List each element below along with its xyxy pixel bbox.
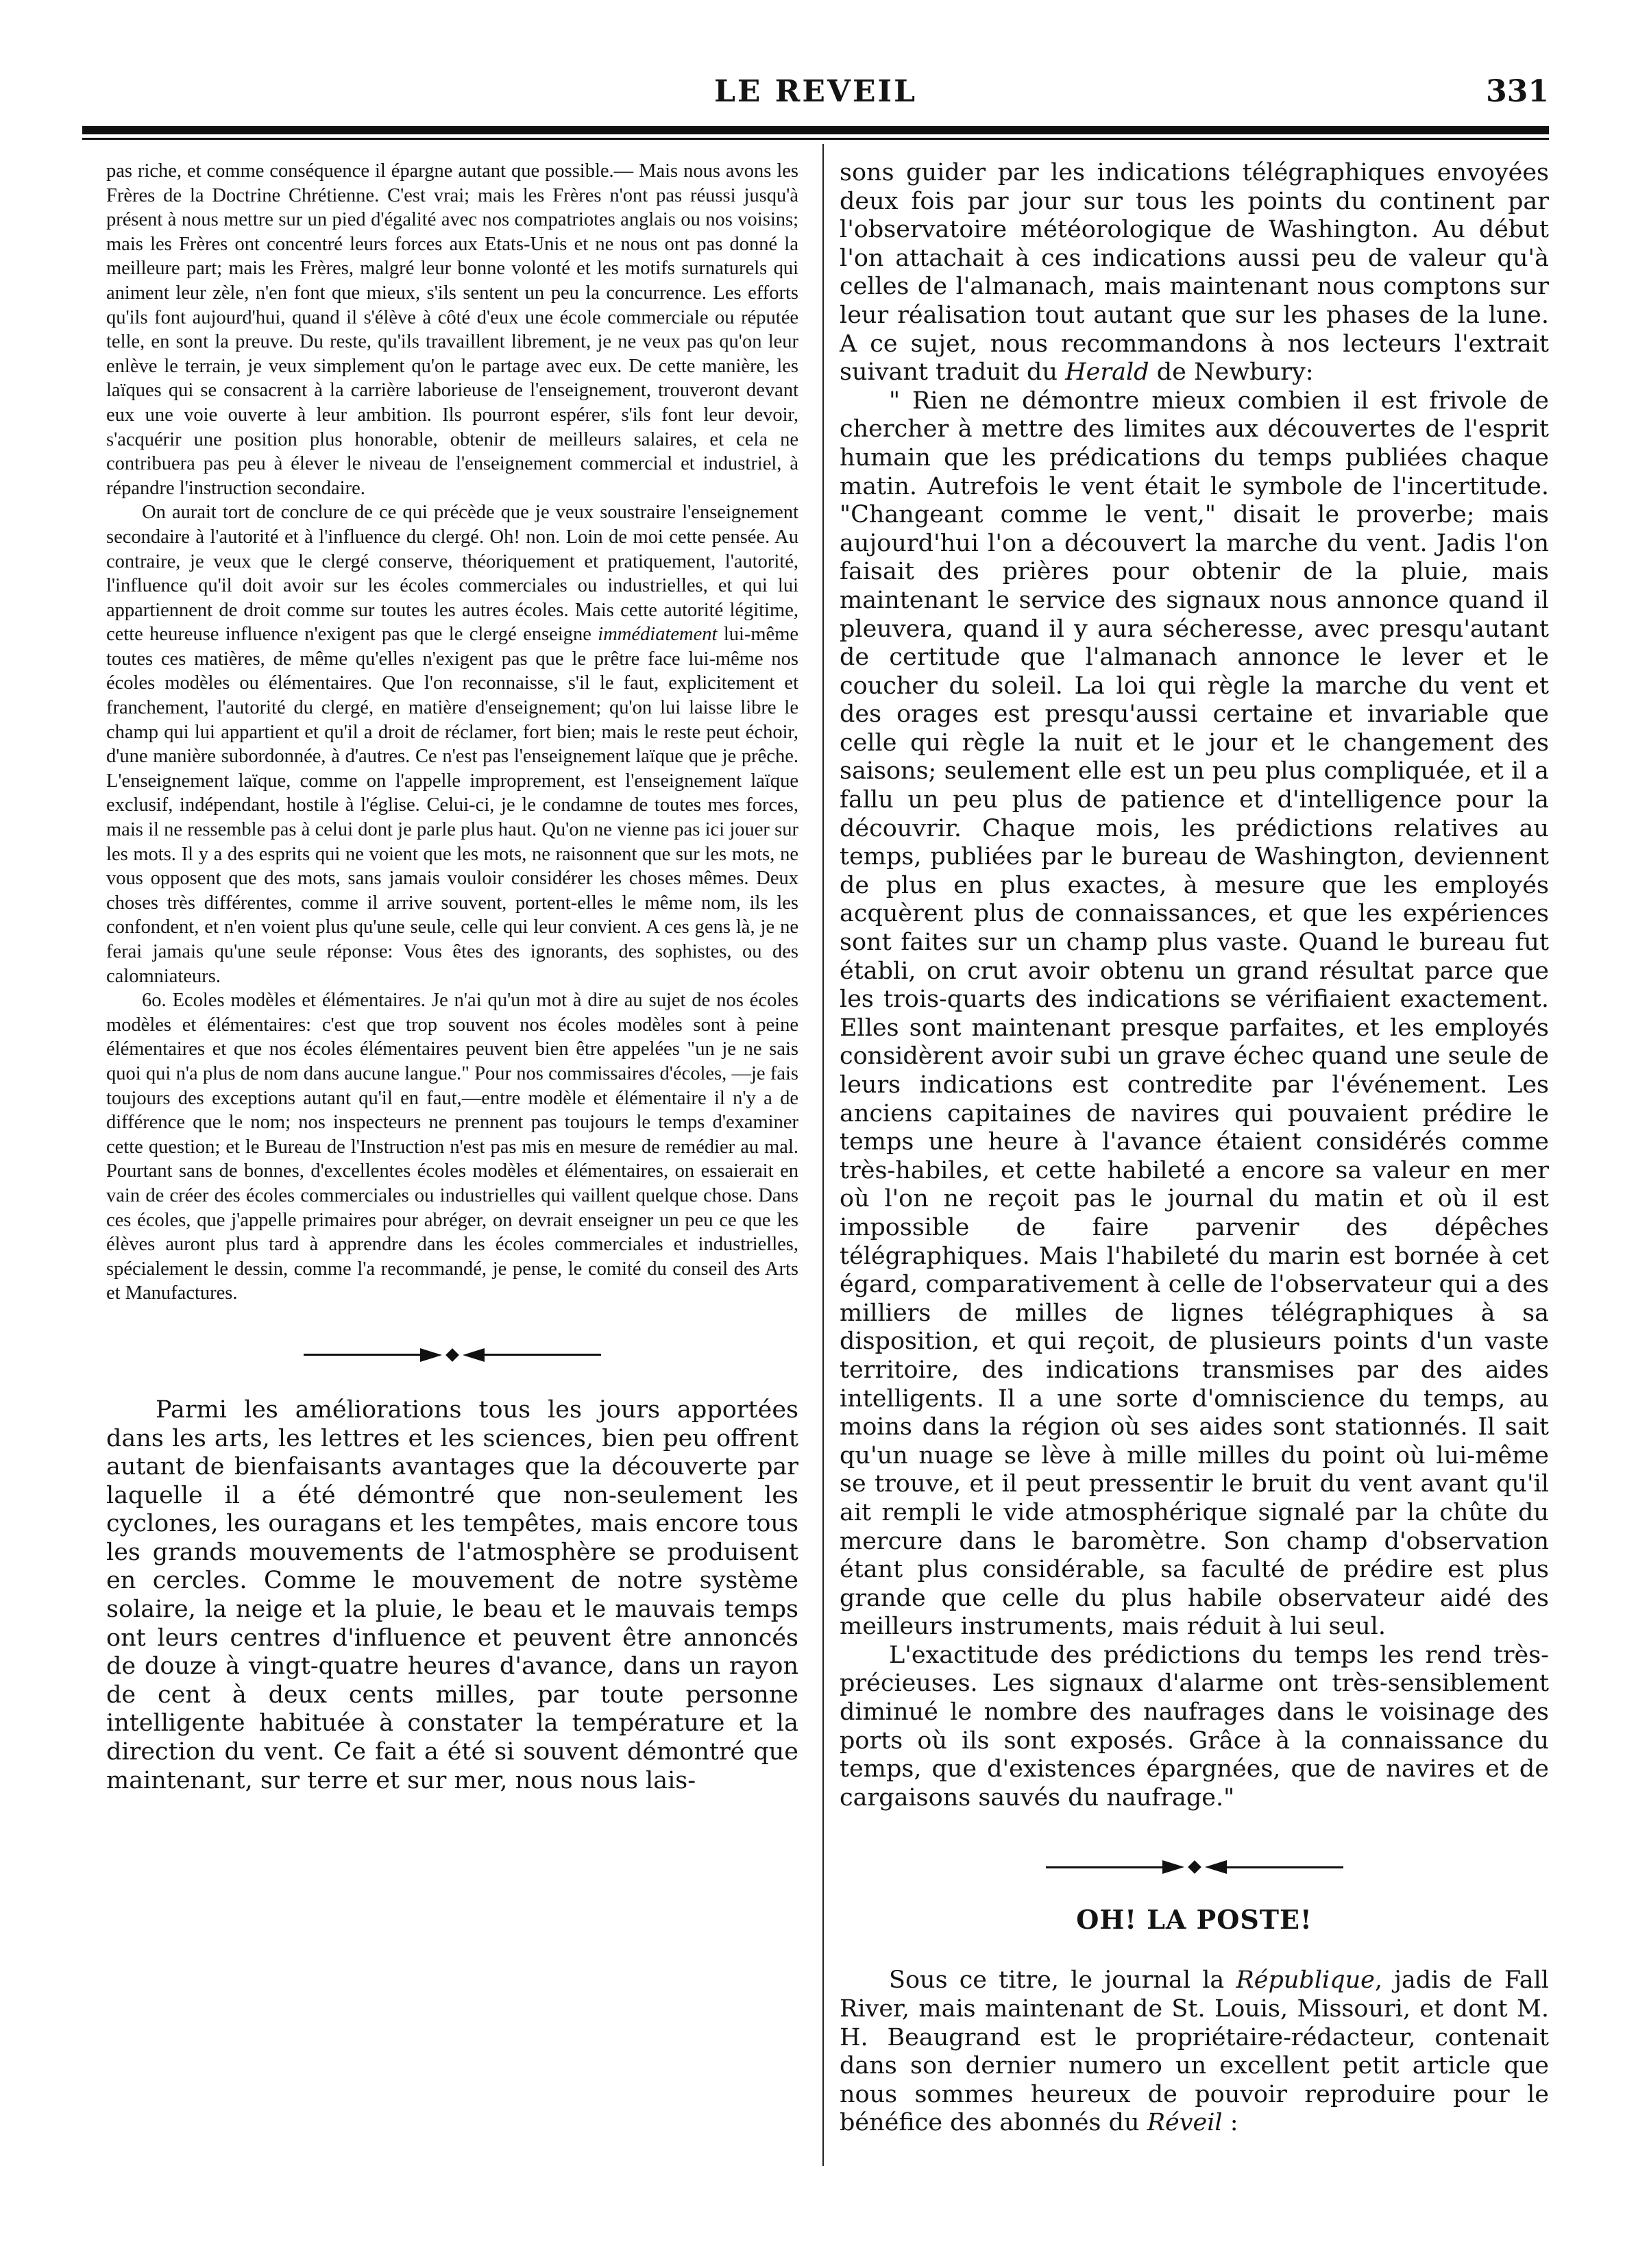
article-weather: [840, 159, 1549, 1812]
header-rule-thin: [82, 138, 1549, 140]
left-column: [106, 159, 798, 1795]
italic-word: Herald: [1065, 358, 1149, 387]
ornament-arrow: [1162, 1860, 1184, 1874]
ornament-diamond: [445, 1348, 459, 1362]
text-span: lui-même toutes ces matières, de même qu'elles n'exigent pas que le prêtre face lui-même nos écoles modèles ou élémentaires. Que l'on reconnaisse, s'il le faut, explicitement et franchement, l'autorité du clergé, en matière d'enseignement; qu'on lui laisse libre le champ qui lui appartient et qu'il a droit de réclamer, fort bien; mais le reste peut échoir, d'une manière subordonnée, à d'autres. Ce n'est pas l'enseignement laïque que je prêche. L'enseignement laïque, comme on l'appelle improprement, est l'enseignement laïque exclusif, indépendant, hostile à l'église. Celui-ci, je le condamne de toutes mes forces, mais il ne ressemble pas à celui dont je parle plus haut. Qu'on ne vienne pas ici jouer sur les mots. Il y a des esprits qui ne voient que les mots, ne raisonnent que sur les mots, ne vous opposent que des mots, sans jamais vouloir considérer les choses mêmes. Deux choses très différentes, comme il arrive souvent, portent-elles le même nom, ils les confondent, et n'en voient plus qu'une seule, celle qui leur convient. A ces gens là, je ne ferai jamais qu'une seule réponse: Vous êtes des ignorants, des sophistes, ou des calomniateurs.: [106, 624, 799, 987]
text-span: , jadis de Fall River, mais maintenant de St. Louis, Missouri, et dont M. H. Beaugrand est le propriétaire-rédacteur, contenait dans son dernier numero un excellent petit article que nous sommes heureux de pouvoir reproduire pour le bénéfice des abonnés du: [840, 1966, 1549, 2137]
paragraph-republique: [840, 1966, 1549, 2138]
page-number: 331: [1486, 74, 1549, 109]
text-span: Sous ce titre, le journal la: [889, 1966, 1225, 1995]
ornament-line: [1227, 1866, 1343, 1868]
ornament-divider: [840, 1853, 1549, 1881]
paragraph-clerge: [106, 500, 798, 988]
right-column: [840, 159, 1549, 2138]
page-header: [82, 74, 1549, 115]
small-print-block: [106, 159, 798, 1306]
newspaper-title: LE REVEIL: [713, 74, 918, 109]
text-span: sons guider par les indications télégraphiques envoyées deux fois par jour sur tous les points du continent par l'observatoire météorologique de Washington. Au début l'on attachait à ces indications aussi peu de valeur qu'à celles de l'almanach, mais maintenant nous comptons sur leur réalisation tout autant que sur les phases de la lune. A ce sujet, nous recommandons à nos lecteurs l'extrait suivant traduit du: [840, 159, 1549, 387]
paragraph-freres: pas riche, et comme conséquence il épargne autant que possible.— Mais nous avons les Frères de la Doctrine Chrétienne. C'est vrai; mais les Frères n'ont pas réussi jusqu'à présent à nous mettre sur un pied d'égalité avec nos compatriotes anglais ou nos voisins; mais les Frères ont concentré leurs forces aux Etats-Unis et ne nous ont pas donné la meilleure part; mais les Frères, malgré leur bonne volonté et les motifs surnaturels qui animent leur zèle, n'en font que mieux, s'ils sentent un peu la concurrence. Les efforts qu'ils font aujourd'hui, quand il s'élève à côté d'eux une école commerciale ou réputée telle, en sont la preuve. Du reste, qu'ils travaillent librement, je ne veux pas qu'on leur enlève le terrain, je veux simplement qu'on le partage avec eux. De cette manière, les laïques qui se consacrent à la carrière laborieuse de l'enseignement, trouveront devant eux une voie ouverte à leur ambition. Ils pourront espérer, s'ils font leur devoir, s'acquérir une position plus honorable, obtenir de meilleurs salaires, et cela ne contribuera pas peu à élever le niveau de l'enseignement commercial et industriel, à répandre l'instruction secondaire.: [106, 160, 798, 499]
large-print-block: [106, 1396, 798, 1795]
italic-word: République: [1236, 1966, 1375, 1995]
text-span: de Newbury:: [1156, 358, 1314, 387]
column-divider: [822, 144, 824, 2166]
ornament-arrow: [1205, 1860, 1227, 1874]
paragraph-ecoles-modeles: 6o. Ecoles modèles et élémentaires. Je n'ai qu'un mot à dire au sujet de nos écoles modèles et élémentaires: c'est que trop souvent nos écoles modèles sont à peine élémentaires et que nos écoles élémentaires peuvent bien être appelées "un je ne sais quoi qui n'a plus de nom dans aucune langue." Pour nos commissaires d'écoles, —je fais toujours des exceptions autant qu'il en faut,—entre modèle et élémentaire il n'y a de différence que le nom; nos inspecteurs ne prennent pas toujours le temps d'examiner cette question; et le Bureau de l'Instruction n'est pas mis en mesure de remédier au mal. Pourtant sans de bonnes, d'excellentes écoles modèles et élémentaires, on essaierait en vain de créer des écoles commerciales ou industrielles qui vaillent quelque chose. Dans ces écoles, que j'appelle primaires pour abréger, on devrait enseigner un peu ce que les élèves auront plus tard à apprendre dans les écoles commerciales et industrielles, spécialement le dessin, comme l'a recommandé, je pense, le comité du conseil des Arts et Manufactures.: [106, 990, 798, 1304]
article-poste: [840, 1966, 1549, 2138]
paragraph-ameliorations: Parmi les améliorations tous les jours apportées dans les arts, les lettres et les sciences, bien peu offrent autant de bienfaisants avantages que la découverte par laquelle il a été démontré que non-seulement les cyclones, les ouragans et les tempêtes, mais encore tous les grands mouvements de l'atmosphère se produisent en cercles. Comme le mouvement de notre système solaire, la neige et la pluie, le beau et le mauvais temps ont leurs centres d'influence et peuvent être annoncés de douze à vingt-quatre heures d'avance, dans un rayon de cent à deux cents milles, par toute personne intelligente habituée à constater la température et la direction du vent. Ce fait a été si souvent démontré que maintenant, sur terre et sur mer, nous nous lais-: [106, 1395, 798, 1794]
section-heading: OH! LA POSTE!: [1076, 1904, 1312, 1936]
ornament-line: [304, 1354, 420, 1356]
text-span: On aurait tort de conclure de ce qui précède que je veux soustraire l'enseignement secondaire à l'autorité et à l'influence du clergé. Oh! non. Loin de moi cette pensée. Au contraire, je veux que le clergé conserve, théoriquement et pratiquement, l'autorité, l'influence qu'il doit avoir sur les écoles commerciales ou industrielles, et qui lui appartiennent de droit comme sur toutes les autres écoles. Mais cette autorité légitime, cette heureuse influence n'exigent pas que le clergé enseigne: [106, 502, 798, 646]
italic-word: Réveil: [1147, 2109, 1223, 2137]
ornament-line: [485, 1354, 601, 1356]
italic-word: immédiatement: [598, 624, 718, 646]
ornament-arrow: [463, 1348, 485, 1362]
ornament-divider: [106, 1341, 798, 1369]
paragraph-exactitude: L'exactitude des prédictions du temps les rend très-précieuses. Les signaux d'alarme ont très-sensiblement diminué le nombre des naufrages dans le voisinage des ports où ils sont exposés. Grâce à la connaissance du temps, que d'existences épargnées, que de navires et de cargaisons sauvés du naufrage.": [840, 1641, 1549, 1812]
ornament-arrow: [420, 1348, 442, 1362]
header-rule-thick: [82, 126, 1549, 134]
ornament-line: [1046, 1866, 1162, 1868]
ornament-diamond: [1188, 1861, 1201, 1875]
paragraph-quote: " Rien ne démontre mieux combien il est frivole de chercher à mettre des limites aux découvertes de l'esprit humain que les prédications du temps publiées chaque matin. Autrefois le vent était le symbole de l'incertitude. "Changeant comme le vent," disait le proverbe; mais aujourd'hui l'on a découvert la marche du vent. Jadis l'on faisait des prières pour obtenir de la pluie, mais maintenant le service des signaux nous annonce quand il pleuvera, quand il y aura sécheresse, avec presqu'autant de certitude que l'almanach annonce le lever et le coucher du soleil. La loi qui règle la marche du vent et des orages est presqu'aussi certaine et invariable que celle qui règle la nuit et le jour et le changement des saisons; seulement elle est un peu plus compliquée, et il a fallu un peu plus de patience et d'intelligence pour la découvrir. Chaque mois, les prédictions relatives au temps, publiées par le bureau de Washington, deviennent de plus en plus exactes, à mesure que les employés acquèrent plus de connaissances, et que les expériences sont faites sur un champ plus vaste. Quand le bureau fut établi, on crut avoir obtenu un grand résultat parce que les trois-quarts des indications se vérifiaient exactement. Elles sont maintenant presque parfaites, et les employés considèrent avoir subi un grave échec quand une seule de leurs indications est contredite par l'événement. Les anciens capitaines de navires qui pouvaient prédire le temps une heure à l'avance étaient considérés comme très-habiles, et cette habileté a encore sa valeur en mer où l'on ne reçoit pas le journal du matin et où il est impossible de faire parvenir des dépêches télégraphiques. Mais l'habileté du marin est bornée à cet égard, comparativement à celle de l'observateur qui a des milliers de milles de lignes télégraphiques à sa disposition, et qui reçoit, de plusieurs points d'un vaste territoire, des indications transmises par des aides intelligents. Il a une sorte d'omniscience du temps, au moins dans la région où ses aides sont stationnés. Il sait qu'un nuage se lève à mille milles du point où lui-même se trouve, et il peut pressentir le bruit du vent avant qu'il ait rempli le vide atmosphérique signalé par la chûte du mercure dans le baromètre. Son champ d'observation étant plus considérable, sa faculté de prédire est plus grande que celle du plus habile observateur aidé des meilleurs instruments, mais réduit à lui seul.: [840, 387, 1549, 1641]
paragraph-indications: [840, 159, 1549, 387]
text-span: :: [1230, 2109, 1238, 2137]
